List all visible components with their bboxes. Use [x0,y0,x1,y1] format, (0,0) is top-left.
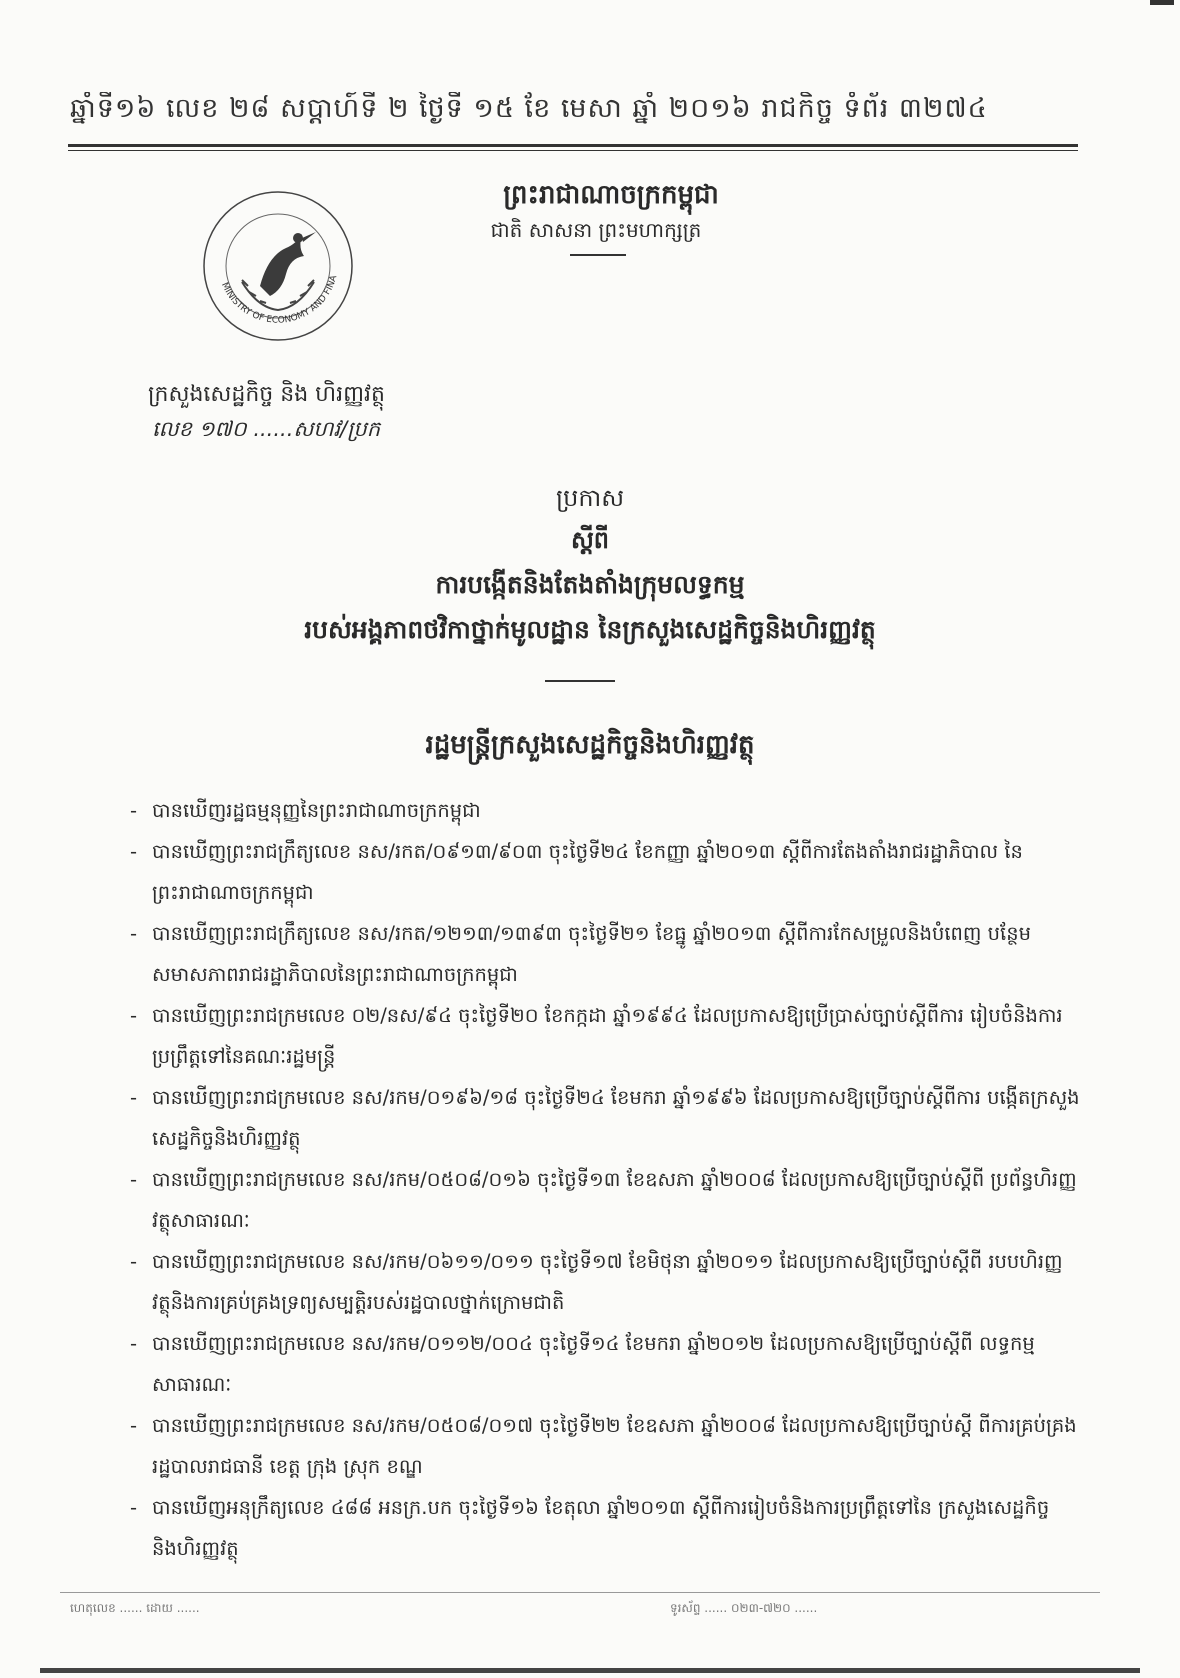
reference-text: បានឃើញព្រះរាជក្រមលេខ ០២/នស/៩៤ ចុះថ្ងៃទី២០ ខែកក្កដា ឆ្នាំ១៩៩៤ ដែលប្រកាសឱ្យប្រើប្រាស់ច្បាប់ស្តីពីការ រៀបចំនិងការប្រព្រឹត្តទៅនៃគណៈរដ្ឋមន្ត្រី [152,1004,1063,1068]
reference-number: លេខ ១៧០ ......សហវ/ប្រក [152,417,381,441]
national-motto: ជាតិ សាសនា ព្រះមហាក្សត្រ [490,218,702,242]
footer-right-text: ទូរស័ព្ទ ...... ០២៣-៧២០ ...... [670,1601,818,1615]
header-rule-thin [68,150,1078,151]
issuer-title: រដ្ឋមន្ត្រីក្រសួងសេដ្ឋកិច្ចនិងហិរញ្ញវត្ថុ [425,730,755,760]
list-item [130,790,1080,831]
reference-text: បានឃើញព្រះរាជក្រមលេខ នស/រកម/០១១២/០០៤ ចុះថ្ងៃទី១៤ ខែមករា ឆ្នាំ២០១២ ដែលប្រកាសឱ្យប្រើច្បាប់ស្តីពី លទ្ធកម្មសាធារណៈ [152,1332,1035,1396]
ornament-divider [570,254,626,256]
gazette-header: ឆ្នាំទី១៦ លេខ ២៨ សប្តាហ៍ទី ២ ថ្ងៃទី ១៥ ខែ មេសា ឆ្នាំ ២០១៦ រាជកិច្ច ទំព័រ ៣២៧៤ [70,93,988,124]
reference-text: បានឃើញព្រះរាជក្រមលេខ នស/រកម/០៥០៨/០១៧ ចុះថ្ងៃទី២២ ខែឧសភា ឆ្នាំ២០០៨ ដែលប្រកាសឱ្យប្រើច្បាប់ស្តី ពីការគ្រប់គ្រងរដ្ឋបាលរាជធានី ខេត្ត ក្រុង ស្រុក ខណ្ឌ [152,1414,1077,1478]
bullet-dash: - [130,1086,138,1109]
scan-corner-mark [1150,0,1174,5]
list-item [130,831,1080,913]
reference-text: បានឃើញព្រះរាជក្រឹត្យលេខ នស/រកត/០៩១៣/៩០៣ ចុះថ្ងៃទី២៤ ខែកញ្ញា ឆ្នាំ២០១៣ ស្តីពីការតែងតាំងរាជរដ្ឋាភិបាល នៃព្រះរាជាណាចក្រកម្ពុជា [152,840,1023,904]
legal-references-list [130,790,1080,1569]
ministry-name: ក្រសួងសេដ្ឋកិច្ច និង ហិរញ្ញវត្ថុ [148,382,385,407]
footer-rule [60,1592,1100,1593]
bullet-dash: - [130,1250,138,1273]
ornament-divider [545,680,615,682]
list-item [130,1241,1080,1323]
bullet-dash: - [130,1332,138,1355]
reference-text: បានឃើញព្រះរាជក្រមលេខ នស/រកម/០៦១១/០១១ ចុះថ្ងៃទី១៧ ខែមិថុនា ឆ្នាំ២០១១ ដែលប្រកាសឱ្យប្រើច្បាប់ស្តីពី របបហិរញ្ញវត្ថុនិងការគ្រប់គ្រងទ្រព្យសម្បត្តិរបស់រដ្ឋបាលថ្នាក់ក្រោមជាតិ [152,1250,1063,1314]
list-item [130,1405,1080,1487]
bullet-dash: - [130,840,138,863]
footer-left-text: ហេតុលេខ ...... ដោយ ...... [70,1601,200,1615]
bullet-dash: - [130,1168,138,1191]
bullet-dash: - [130,799,138,822]
seal-text: MINISTRY OF ECONOMY AND FINA [219,274,340,326]
reference-text: បានឃើញរដ្ឋធម្មនុញ្ញនៃព្រះរាជាណាចក្រកម្ពុជា [152,799,481,822]
list-item [130,913,1080,995]
header-rule [68,144,1078,147]
title-line-2: របស់អង្គភាពថវិកាថ្នាក់មូលដ្ឋាន នៃក្រសួងសេដ្ឋកិច្ចនិងហិរញ្ញវត្ថុ [304,615,876,644]
reference-text: បានឃើញព្រះរាជក្រមលេខ នស/រកម/០១៩៦/១៨ ចុះថ្ងៃទី២៤ ខែមករា ឆ្នាំ១៩៩៦ ដែលប្រកាសឱ្យប្រើច្បាប់ស្តីពីការ បង្កើតក្រសួងសេដ្ឋកិច្ចនិងហិរញ្ញវត្ថុ [152,1086,1080,1150]
bullet-dash: - [130,1414,138,1437]
title-about: ស្តីពី [570,526,610,554]
list-item [130,995,1080,1077]
list-item [130,1323,1080,1405]
bullet-dash: - [130,922,138,945]
bullet-dash: - [130,1004,138,1027]
kingdom-name: ព្រះរាជាណាចក្រកម្ពុជា [503,180,719,210]
title-line-1: ការបង្កើតនិងតែងតាំងក្រុមលទ្ធកម្ម [435,570,745,599]
bullet-dash: - [130,1496,138,1519]
reference-text: បានឃើញព្រះរាជក្រឹត្យលេខ នស/រកត/១២១៣/១៣៩៣ ចុះថ្ងៃទី២១ ខែធ្នូ ឆ្នាំ២០១៣ ស្តីពីការកែសម្រួលនិងបំពេញ បន្ថែមសមាសភាពរាជរដ្ឋាភិបាលនៃព្រះរាជាណាចក្រកម្ពុជា [152,922,1031,986]
scan-bottom-edge [40,1668,1140,1673]
document-type: ប្រកាស [555,484,625,512]
list-item [130,1159,1080,1241]
page-footer [60,1600,1100,1620]
list-item [130,1487,1080,1569]
svg-text:MINISTRY OF ECONOMY AND FINANC [198,186,340,326]
ministry-seal-icon [198,186,358,346]
list-item [130,1077,1080,1159]
reference-text: បានឃើញព្រះរាជក្រមលេខ នស/រកម/០៥០៨/០១៦ ចុះថ្ងៃទី១៣ ខែឧសភា ឆ្នាំ២០០៨ ដែលប្រកាសឱ្យប្រើច្បាប់ស្តីពី ប្រព័ន្ធហិរញ្ញវត្ថុសាធារណៈ [152,1168,1077,1232]
reference-text: បានឃើញអនុក្រឹត្យលេខ ៤៨៨ អនក្រ.បក ចុះថ្ងៃទី១៦ ខែតុលា ឆ្នាំ២០១៣ ស្តីពីការរៀបចំនិងការប្រព្រឹត្តទៅនៃ ក្រសួងសេដ្ឋកិច្ចនិងហិរញ្ញវត្ថុ [152,1496,1050,1560]
